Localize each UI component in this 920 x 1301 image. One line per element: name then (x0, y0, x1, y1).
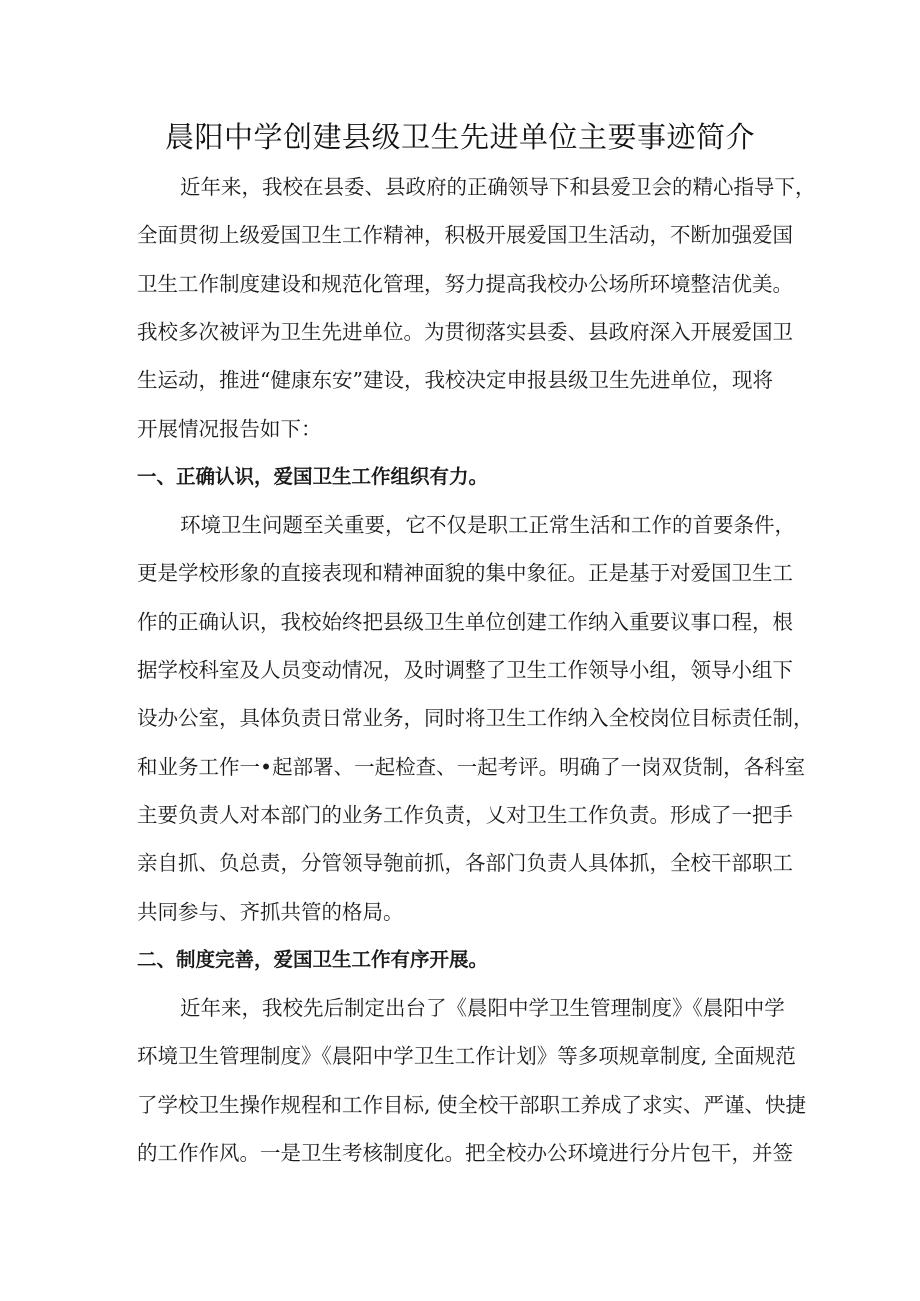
paragraph-line: 开展情况报告如下： (137, 416, 322, 441)
paragraph-line: 近年来，我校先后制定出台了《晨阳中学卫生管理制度》《晨阳中学 (180, 996, 785, 1021)
paragraph-line: 共同参与、齐抓共管的格局。 (137, 899, 404, 924)
paragraph-line: 近年来，我校在县委、县政府的正确领导下和县爱卫会的精心指导下， (180, 175, 816, 199)
paragraph-line: 我校多次被评为卫生先进单位。为贯彻落实县委、县政府深入开展爱国卫 (137, 319, 793, 344)
paragraph-line: 生运动，推进“健康东安”建设，我校决定申报县级卫生先进单位，现将 (137, 368, 773, 393)
paragraph-line: 的工作作风。一是卫生考核制度化。把全校办公环境进行分片包干，并签 (137, 1141, 793, 1165)
paragraph-line: 环境卫生管理制度》《晨阳中学卫生工作计划》等多项规章制度, 全面规范 (137, 1044, 796, 1069)
paragraph-line: 全面贯彻上级爱国卫生工作精神，积极开展爱国卫生活动，不断加强爱国 (137, 223, 793, 248)
document-title: 晨阳中学创建县级卫生先进单位主要事迹简介 (164, 120, 755, 154)
paragraph-line: 卫生工作制度建设和规范化管理，努力提高我校办公场所环境整洁优美。 (137, 271, 793, 296)
paragraph-line: 亲自抓、负总责，分管领导匏前抓，各部门负责人具体抓，全校干部职工 (137, 851, 793, 876)
paragraph-line: 更是学校形象的直接表现和精神面貌的集中象征。正是基于对爱国卫生工 (137, 561, 793, 586)
section-heading: 一、正确认识，爱国卫生工作组织有力。 (137, 464, 489, 488)
paragraph-line: 了学校卫生操作规程和工作目标, 使全校干部职工养成了求实、严谨、快捷 (137, 1092, 807, 1117)
paragraph-line: 主要负责人对本部门的业务工作负责，乂对卫生工作负责。形成了一把手 (137, 802, 793, 827)
paragraph-line: 作的正确认识，我校始终把县级卫生单位创建工作纳入重要议事口程，根 (137, 609, 793, 634)
paragraph-line: 和业务工作一•起部署、一起检查、一起考评。明确了一岗双货制，各科室 (137, 754, 806, 779)
section-heading: 二、制度完善，爱国卫生工作有序开展。 (137, 947, 489, 971)
paragraph-line: 设办公室，具体负责日常业务，同时将卫生工作纳入全校岗位目标责任制， (137, 706, 814, 731)
paragraph-line: 据学校科室及人员变动情况，及时调整了卫生工作领导小组，领导小组下 (137, 658, 793, 682)
paragraph-line: 环境卫生问题至关重要，它不仅是职工正常生活和工作的首要条件， (180, 513, 795, 538)
